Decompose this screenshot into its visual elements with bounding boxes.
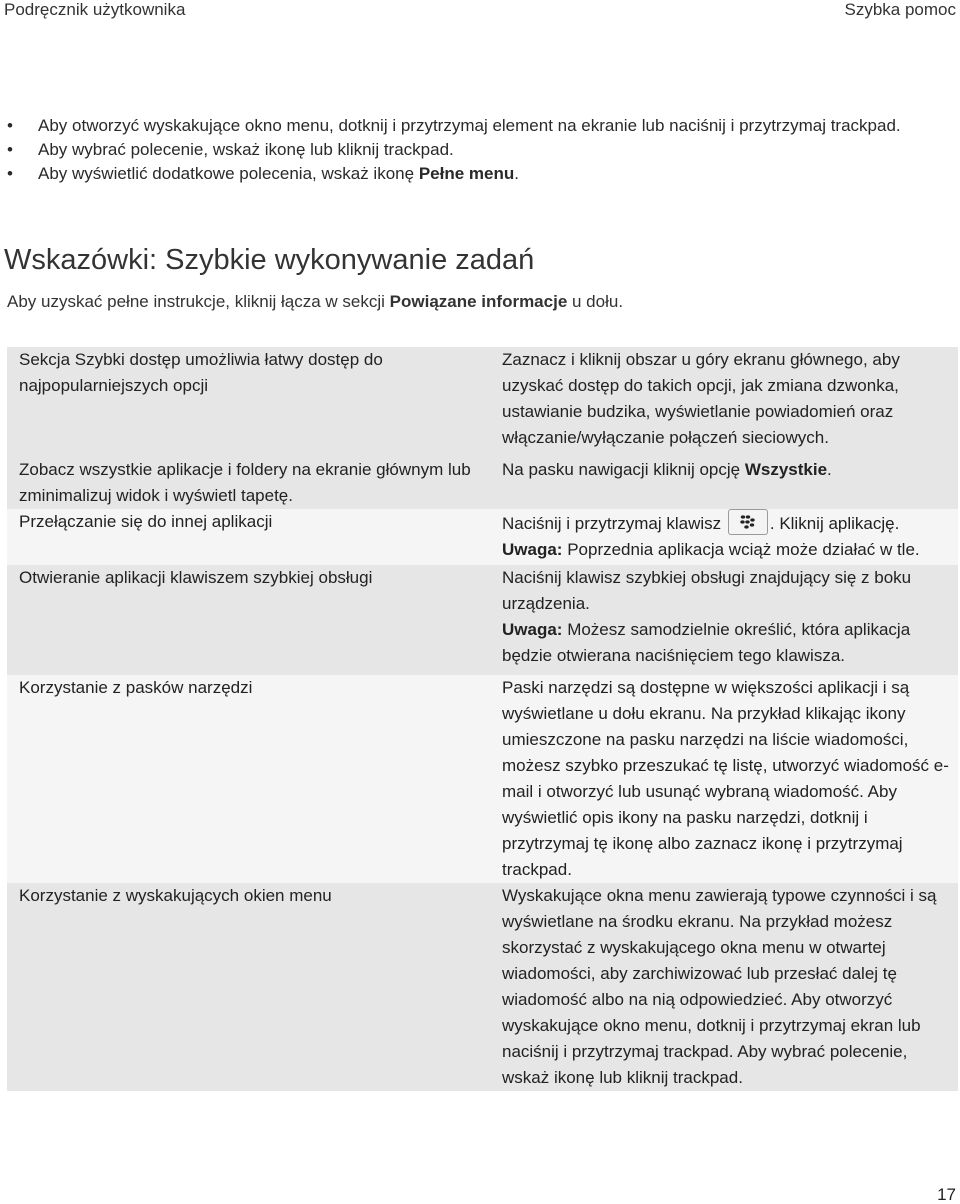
table-row <box>7 565 958 675</box>
bullet-icon: • <box>7 164 13 183</box>
description-cell: Zaznacz i kliknij obszar u góry ekranu głównego, aby uzyskać dostęp do takich opcji, jak zmiana dzwonka, ustawianie budzika, wyświetlanie powiadomień oraz włączanie/wyłączanie połączeń sieciowych. <box>502 347 958 457</box>
note <box>502 537 954 563</box>
note <box>502 617 954 669</box>
list-item <box>0 162 940 186</box>
list-item-text: Aby wyświetlić dodatkowe polecenia, wskaż ikonę <box>38 164 419 183</box>
tips-table <box>7 347 958 1091</box>
table-row <box>7 347 958 457</box>
bullet-icon: • <box>7 116 13 135</box>
description-cell <box>502 457 958 509</box>
list-item <box>0 138 940 162</box>
list-item-text: Aby wybrać polecenie, wskaż ikonę lub kliknij trackpad. <box>38 140 454 159</box>
note-label: Uwaga: <box>502 540 563 559</box>
task-cell: Korzystanie z wyskakujących okien menu <box>7 883 502 1091</box>
note-text: Poprzednia aplikacja wciąż może działać w tle. <box>562 540 920 559</box>
section-intro <box>7 290 623 314</box>
intro-text: Aby uzyskać pełne instrukcje, kliknij łącza w sekcji <box>7 292 390 311</box>
description-text: Naciśnij i przytrzymaj klawisz <box>502 514 726 533</box>
table-row <box>7 675 958 883</box>
task-cell: Przełączanie się do innej aplikacji <box>7 509 502 565</box>
blackberry-menu-key-icon <box>728 509 768 535</box>
list-item-text-end: . <box>514 164 519 183</box>
description-cell <box>502 565 958 675</box>
task-cell: Otwieranie aplikacji klawiszem szybkiej obsługi <box>7 565 502 675</box>
bullet-icon: • <box>7 140 13 159</box>
list-item-text: Aby otworzyć wyskakujące okno menu, dotknij i przytrzymaj element na ekranie lub naciśnij i przytrzymaj trackpad. <box>38 116 901 135</box>
table-row <box>7 457 958 509</box>
running-header-section: Szybka pomoc <box>844 0 956 19</box>
description-cell: Wyskakujące okna menu zawierają typowe czynności i są wyświetlane na środku ekranu. Na przykład możesz skorzystać z wyskakującego okna menu w otwartej wiadomości, aby zarchiwizować lub przesłać dalej tę wiadomość albo na nią odpowiedzieć. Aby otworzyć wyskakujące okno menu, dotknij i przytrzymaj ekran lub naciśnij i przytrzymaj trackpad. Aby wybrać polecenie, wskaż ikonę lub kliknij trackpad. <box>502 883 958 1091</box>
description-text: Naciśnij klawisz szybkiej obsługi znajdujący się z boku urządzenia. <box>502 568 912 613</box>
running-header-title: Podręcznik użytkownika <box>4 0 186 19</box>
section-title: Wskazówki: Szybkie wykonywanie zadań <box>4 244 535 276</box>
description-text-end: . <box>827 460 832 479</box>
note-label: Uwaga: <box>502 620 563 639</box>
related-info-link[interactable]: Powiązane informacje <box>389 292 568 311</box>
description-text-end: . Kliknij aplikację. <box>769 514 900 533</box>
description-text: Na pasku nawigacji kliknij opcję <box>502 460 745 479</box>
all-option-term: Wszystkie <box>744 460 828 479</box>
page-number: 17 <box>937 1185 956 1204</box>
description-line <box>502 509 954 537</box>
task-cell: Zobacz wszystkie aplikacje i foldery na ekranie głównym lub zminimalizuj widok i wyświetl tapetę. <box>7 457 502 509</box>
description-cell <box>502 509 958 565</box>
full-menu-term: Pełne menu <box>418 164 515 183</box>
task-cell: Sekcja Szybki dostęp umożliwia łatwy dostęp do najpopularniejszych opcji <box>7 347 502 457</box>
intro-text-end: u dołu. <box>567 292 624 311</box>
table-row <box>7 883 958 1091</box>
instruction-list <box>0 114 940 186</box>
description-cell: Paski narzędzi są dostępne w większości aplikacji i są wyświetlane u dołu ekranu. Na przykład klikając ikony umieszczone na pasku narzędzi na liście wiadomości, możesz szybko przeszukać tę listę, utworzyć wiadomość e-mail i otworzyć lub usunąć wybraną wiadomość. Aby wyświetlić opis ikony na pasku narzędzi, dotknij i przytrzymaj tę ikonę albo zaznacz ikonę i przytrzymaj trackpad. <box>502 675 958 883</box>
table-row <box>7 509 958 565</box>
note-text: Możesz samodzielnie określić, która aplikacja będzie otwierana naciśnięciem tego klawisza. <box>502 620 911 665</box>
task-cell: Korzystanie z pasków narzędzi <box>7 675 502 883</box>
list-item <box>0 114 940 138</box>
